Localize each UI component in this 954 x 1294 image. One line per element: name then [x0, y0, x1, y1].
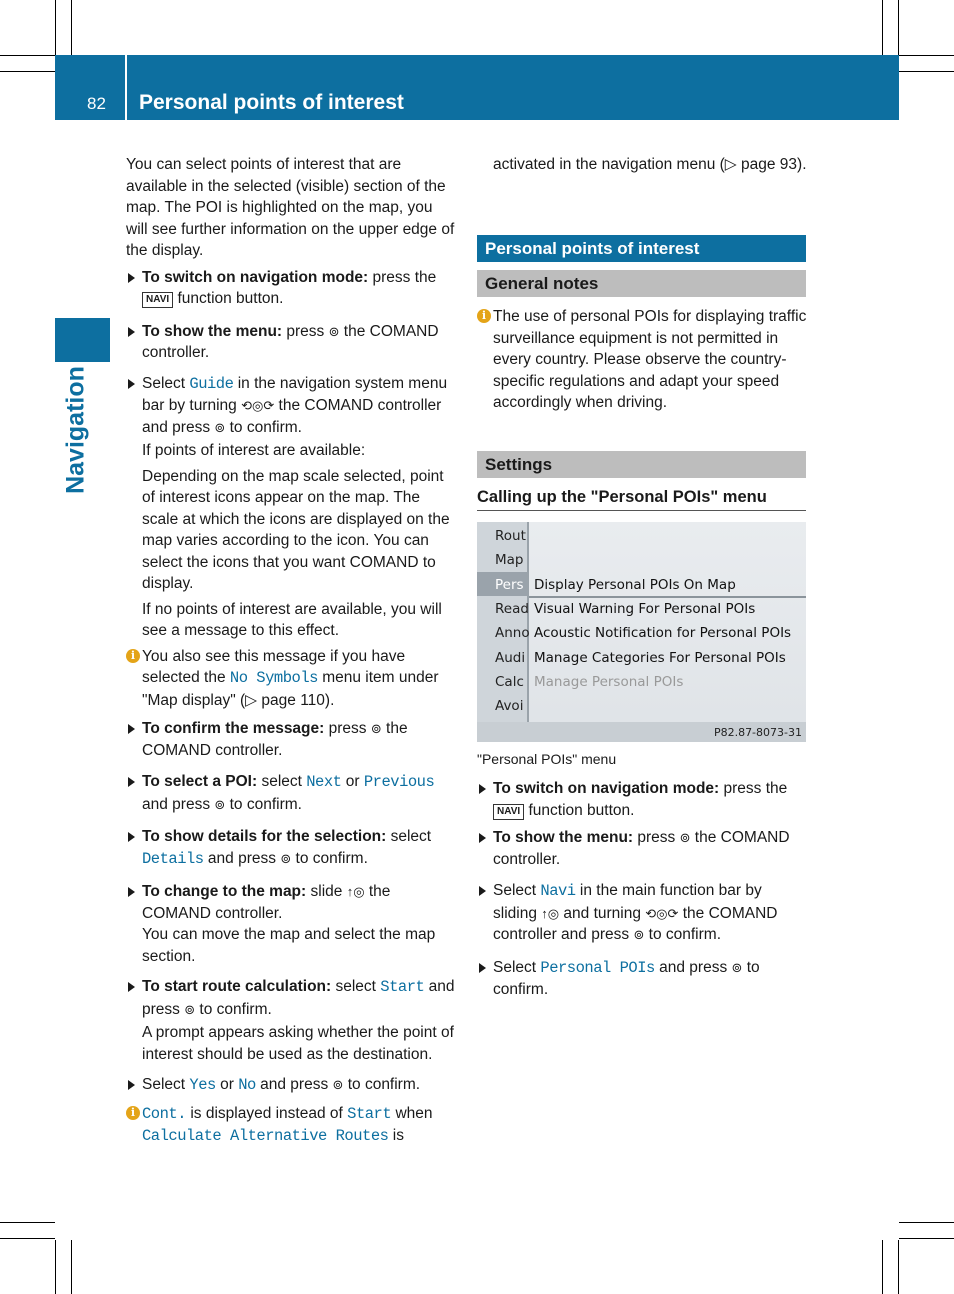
press-controller-icon: ⊚: [328, 323, 340, 339]
step-show-menu: To show the menu: press ⊚ the COMAND controller.: [126, 321, 458, 364]
info-icon: i: [477, 309, 491, 323]
screen-menu-item: Display Personal POIs On Map: [534, 577, 736, 593]
crop-mark: [882, 0, 883, 55]
crop-mark: [0, 55, 55, 56]
step-note: If no points of interest are available, you will see a message to this effect.: [142, 600, 442, 639]
press-controller-icon: ⊚: [370, 721, 382, 736]
page-title: Personal points of interest: [139, 91, 404, 114]
slide-controller-icon: ↑◎: [541, 905, 560, 921]
turn-controller-icon: ⟲◎⟳: [645, 905, 679, 921]
screen-left-item: Avoi: [495, 698, 524, 714]
press-controller-icon: ⊚: [184, 1001, 196, 1017]
info-icon: i: [126, 649, 140, 663]
info-note: i You also see this message if you have selected the No Symbols menu item under "Map display" (▷ page 110).: [126, 646, 458, 712]
comand-screen-image: [477, 522, 806, 742]
continued-paragraph: activated in the navigation menu (▷ page 93).: [493, 156, 807, 173]
code-details: Details: [142, 849, 204, 868]
step-switch-navigation: To switch on navigation mode: press the NAVI function button.: [477, 778, 809, 821]
slide-controller-icon: ↑◎: [346, 884, 365, 899]
screen-left-item: Calc: [495, 674, 524, 690]
screen-menu-item: Manage Personal POIs: [534, 674, 684, 690]
screen-divider: [527, 522, 529, 722]
step-select-guide: Select Guide in the navigation system menu bar by turning ⟲◎⟳ the COMAND controller and press ⊚ to confirm.: [126, 373, 458, 439]
screen-menu-item: Acoustic Notification for Personal POIs: [534, 625, 792, 641]
crop-mark: [899, 1238, 954, 1239]
image-code: P82.87-8073-31: [713, 726, 802, 739]
crop-mark: [899, 1222, 954, 1223]
code-cont: Cont.: [142, 1104, 187, 1123]
procedure-heading: Calling up the "Personal POIs" menu: [477, 488, 806, 511]
code-start: Start: [347, 1104, 392, 1123]
step-select-personal-pois: Select Personal POIs and press ⊚ to confirm.: [477, 957, 809, 1001]
screen-left-item: Map: [495, 552, 524, 568]
crop-mark: [899, 55, 954, 56]
code-guide: Guide: [189, 374, 234, 393]
crop-mark: [899, 71, 954, 72]
code-no-symbols: No Symbols: [229, 669, 318, 687]
crop-mark: [882, 1240, 883, 1294]
step-change-map: To change to the map: slide ↑◎ the COMAND controller.: [126, 881, 458, 924]
turn-controller-icon: ⟲◎⟳: [241, 398, 275, 413]
code-calc-alt-routes: Calculate Alternative Routes: [142, 1127, 389, 1145]
intro-paragraph: You can select points of interest that are available in the selected (visible) section of the map. The POI is highlighted on the map, you will see further information on the upper edge of the display.: [126, 156, 455, 259]
screen-left-item: Anno: [495, 625, 530, 641]
crop-mark: [0, 1238, 55, 1239]
crop-mark: [55, 0, 56, 55]
crop-mark: [898, 0, 899, 55]
page-header: [55, 55, 899, 120]
code-yes: Yes: [189, 1076, 216, 1094]
step-start-route: To start route calculation: select Start and press ⊚ to confirm.: [126, 976, 458, 1020]
code-navi: Navi: [540, 882, 576, 900]
right-steps: [477, 778, 809, 1001]
press-controller-icon: ⊚: [214, 796, 226, 812]
navi-key-icon: NAVI: [142, 292, 173, 308]
step-heading: To select a POI:: [142, 773, 258, 790]
subsection-heading: Settings: [477, 451, 806, 478]
crop-mark: [0, 71, 55, 72]
code-start: Start: [380, 978, 425, 996]
step-select-navi: Select Navi in the main function bar by sliding ↑◎ and turning ⟲◎⟳ the COMAND controller and press ⊚ to confirm.: [477, 880, 809, 946]
press-controller-icon: ⊚: [332, 1077, 344, 1092]
step-heading: To change to the map:: [142, 883, 307, 900]
step-heading: To show details for the selection:: [142, 828, 387, 845]
section-tab: [55, 318, 110, 362]
info-icon: i: [126, 1106, 140, 1120]
step-show-menu: To show the menu: press ⊚ the COMAND controller.: [477, 827, 809, 870]
crop-mark: [71, 0, 72, 55]
screen-left-item: Pers: [495, 577, 524, 593]
code-no: No: [238, 1076, 256, 1094]
subsection-heading: General notes: [477, 270, 806, 297]
press-controller-icon: ⊚: [731, 959, 743, 975]
step-heading: To start route calculation:: [142, 978, 332, 995]
code-previous: Previous: [363, 773, 435, 791]
crop-mark: [898, 1240, 899, 1294]
step-heading: To show the menu:: [493, 829, 634, 846]
crop-mark: [71, 1240, 72, 1294]
code-personal-pois: Personal POIs: [540, 958, 655, 977]
press-controller-icon: ⊚: [214, 419, 226, 435]
step-show-details: To show details for the selection: select Details and press ⊚ to confirm.: [126, 826, 458, 870]
navi-key-icon: NAVI: [493, 804, 524, 820]
step-note: Depending on the map scale selected, point of interest icons appear on the map. The scale at which the icons are displayed on the map varies according to the icon. You can select the icons that you want COMAND to display.: [142, 467, 450, 592]
screen-menu-item: Manage Categories For Personal POIs: [534, 650, 786, 666]
step-note: If points of interest are available:: [142, 442, 366, 459]
step-heading: To switch on navigation mode:: [493, 780, 720, 797]
info-note: i Cont. is displayed instead of Start when Calculate Alternative Routes is: [126, 1103, 458, 1148]
step-note: A prompt appears asking whether the point of interest should be used as the destination.: [142, 1024, 454, 1063]
header-divider: [125, 55, 127, 120]
press-controller-icon: ⊚: [280, 850, 292, 866]
step-select-yes-no: Select Yes or No and press ⊚ to confirm.: [126, 1074, 458, 1097]
page-number: 82: [87, 94, 106, 113]
step-select-poi: To select a POI: select Next or Previous and press ⊚ to confirm.: [126, 771, 458, 815]
step-switch-navigation: To switch on navigation mode: press the NAVI function button.: [126, 267, 458, 310]
press-controller-icon: ⊚: [679, 830, 691, 845]
step-heading: To switch on navigation mode:: [142, 268, 369, 286]
screen-left-item: Audi: [495, 650, 526, 666]
step-heading: To confirm the message:: [142, 720, 325, 737]
section-label: Navigation: [61, 366, 90, 494]
right-info-block: [477, 306, 807, 414]
code-next: Next: [306, 773, 342, 791]
crop-mark: [55, 1240, 56, 1294]
info-note: i The use of personal POIs for displaying traffic surveillance equipment is not permitted in every country. Please observe the country-specific regulations and adapt your speed accordingly when driving.: [477, 306, 807, 414]
left-column: [126, 154, 458, 1148]
crop-mark: [0, 1222, 55, 1223]
step-heading: To show the menu:: [142, 322, 283, 340]
section-heading: Personal points of interest: [477, 235, 806, 262]
image-caption: "Personal POIs" menu: [477, 751, 617, 767]
screen-left-item: Read: [495, 601, 529, 617]
screen-left-item: Rout: [495, 528, 526, 544]
step-confirm-message: To confirm the message: press ⊚ the COMAND controller.: [126, 718, 458, 761]
step-note: You can move the map and select the map section.: [142, 926, 436, 965]
press-controller-icon: ⊚: [633, 927, 645, 942]
screen-menu-item: Visual Warning For Personal POIs: [534, 601, 756, 617]
